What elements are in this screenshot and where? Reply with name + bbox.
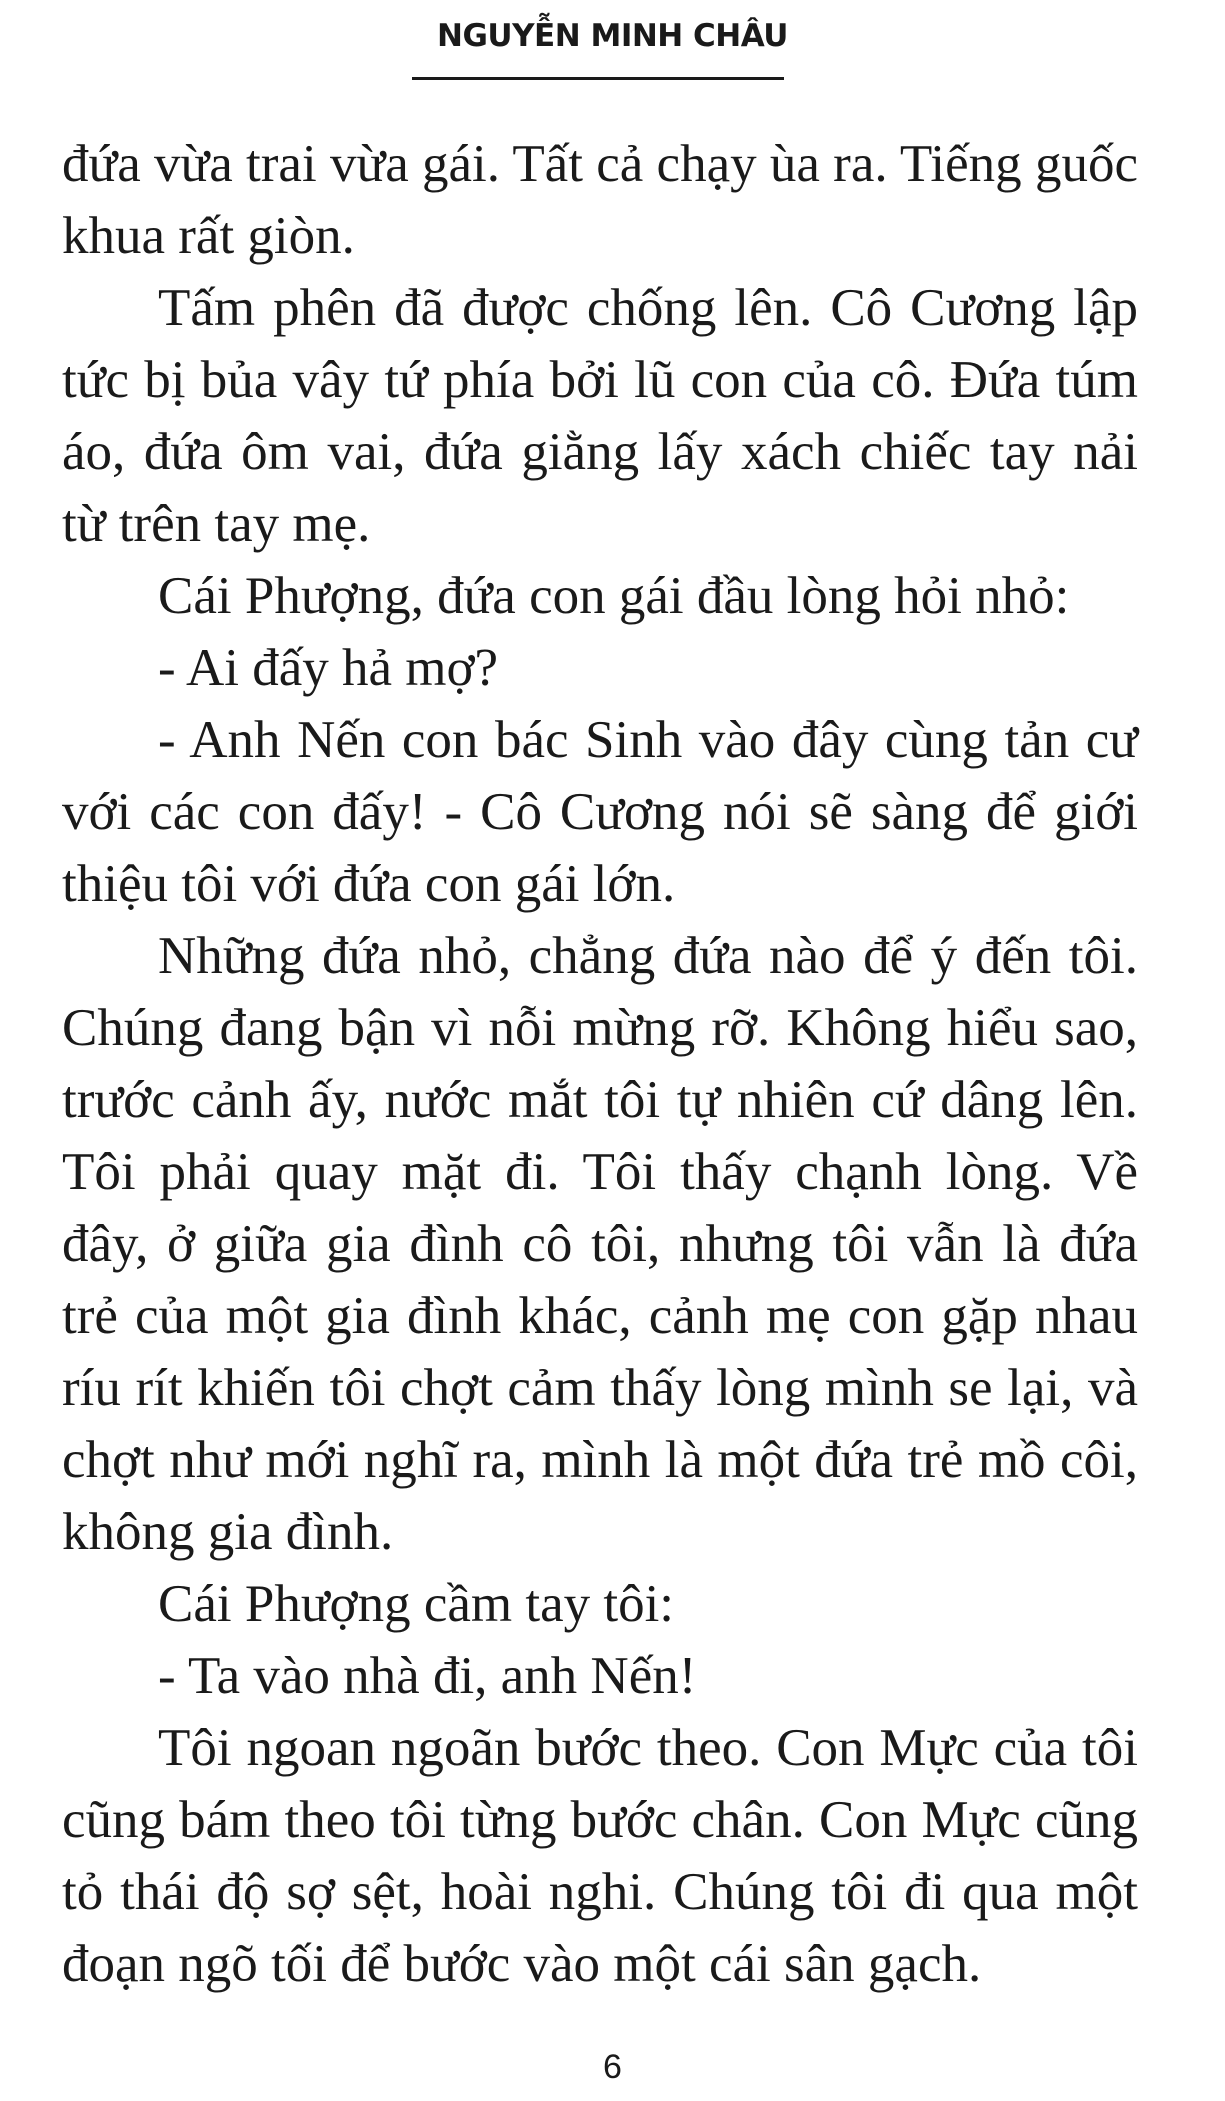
page-number: 6	[603, 2048, 622, 2086]
paragraph-phuong-holds-hand: Cái Phượng cầm tay tôi:	[158, 1575, 675, 1633]
paragraph-tam-phen: Tấm phên đã được chống lên. Cô Cương lập tức bị bủa vây tứ phía bởi lũ con của cô. Đứa túm áo, đứa ôm vai, đứa giằng lấy xách chiếc tay nải từ trên tay mẹ.	[62, 279, 1138, 553]
dialogue-line-ta-vao-nha: - Ta vào nhà đi, anh Nến!	[158, 1647, 697, 1705]
header-underline	[412, 77, 784, 80]
paragraph-phuong-asks: Cái Phượng, đứa con gái đầu lòng hỏi nhỏ:	[158, 567, 1070, 625]
paragraph-nhung-dua-nho: Những đứa nhỏ, chẳng đứa nào để ý đến tôi. Chúng đang bận vì nỗi mừng rỡ. Không hiểu sao, trước cảnh ấy, nước mắt tôi tự nhiên cứ dâng lên. Tôi phải quay mặt đi. Tôi thấy chạnh lòng. Về đây, ở giữa gia đình cô tôi, nhưng tôi vẫn là đứa trẻ của một gia đình khác, cảnh mẹ con gặp nhau ríu rít khiến tôi chợt cảm thấy lòng mình se lại, và chợt như mới nghĩ ra, mình là một đứa trẻ mồ côi, không gia đình.	[62, 927, 1138, 1561]
dialogue-line-ai-day: - Ai đấy hả mợ?	[158, 639, 499, 697]
author-name-header: NGUYỄN MINH CHÂU	[437, 18, 788, 54]
running-header	[0, 18, 1225, 54]
dialogue-line-anh-nen: - Anh Nến con bác Sinh vào đây cùng tản cư với các con đấy! - Cô Cương nói sẽ sàng để giới thiệu tôi với đứa con gái lớn.	[62, 711, 1138, 913]
paragraph-continuation: đứa vừa trai vừa gái. Tất cả chạy ùa ra. Tiếng guốc khua rất giòn.	[62, 135, 1138, 265]
page-body-text	[62, 128, 1138, 2000]
paragraph-toi-ngoan-ngoan: Tôi ngoan ngoãn bước theo. Con Mực của tôi cũng bám theo tôi từng bước chân. Con Mực cũng tỏ thái độ sợ sệt, hoài nghi. Chúng tôi đi qua một đoạn ngõ tối để bước vào một cái sân gạch.	[62, 1719, 1138, 1993]
